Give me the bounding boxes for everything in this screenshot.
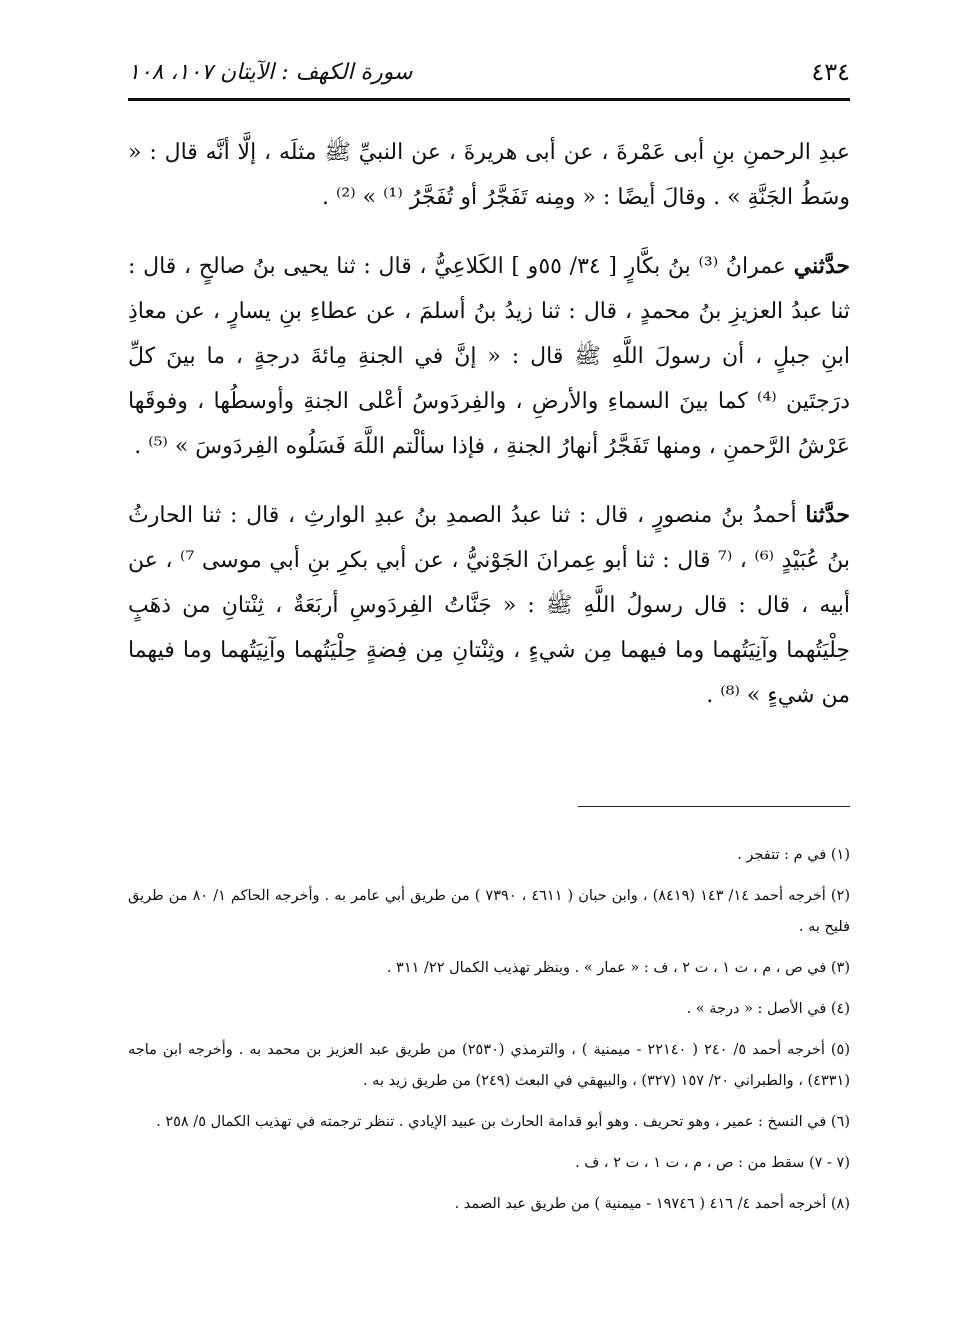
footnote-8: (٨) أخرجه أحمد ٤/ ٤١٦ ( ١٩٧٤٦ - ميمنية ) من طريق عبد الصمد . bbox=[454, 1196, 850, 1212]
footnote-3: (٣) في ص ، م ، ت ١ ، ت ٢ ، ف : « عمار » . وينظر تهذيب الكمال ٢٢/ ٣١١ . bbox=[386, 960, 850, 976]
footnote-2: (٢) أخرجه أحمد ١٤/ ١٤٣ (٨٤١٩) ، وابن حبان ( ٤٦١١ ، ٧٣٩٠ ) من طريق أبي عامر به . وأخرجه الحاكم ١/ ٨٠ من طريق فليح به . bbox=[128, 888, 850, 935]
paragraph-2 bbox=[128, 244, 850, 469]
paragraph-text: عبدِ الرحمنِ بنِ أبى عَمْرةَ ، عن أبى هريرةَ ، عن النبيِّ ﷺ مثلَه ، إلَّا أنَّه قال : « وسَطُ الجَنَّةِ » . وقالَ أيضًا : « ومِنه تَفَجَّرُ أو تُفَجَّرُ ⁽¹⁾ » ⁽²⁾ . bbox=[128, 140, 850, 210]
footnotes bbox=[128, 840, 850, 1230]
footnote-6: (٦) في النسخ : عمير ، وهو تحريف . وهو أبو قدامة الحارث بن عبيد الإيادي . تنظر ترجمته في تهذيب الكمال ٥/ ٢٥٨ . bbox=[156, 1114, 850, 1130]
paragraph-3 bbox=[128, 493, 850, 718]
paragraph-text: عمرانُ ⁽³⁾ بنُ بكَّارٍ [ ٣٤/ ٥٥و ] الكَلاعِيُّ ، قال : ثنا يحيى بنُ صالحٍ ، قال : ثنا عبدُ العزيزِ بنُ محمدٍ ، قال : ثنا زيدُ بنُ أسلمَ ، عن عطاءِ بنِ يسارٍ ، عن معاذِ ابنِ جبلٍ ، أن رسولَ اللَّهِ ﷺ قال : « إنَّ في الجنةِ مِائةَ درجةٍ ، ما بينَ كلِّ درَجتَين ⁽⁴⁾ كما بينَ السماءِ والأرضِ ، والفِردَوسُ أعْلى الجنةِ وأوسطُها ، وفوقَها عَرْشُ الرَّحمنِ ، ومنها تَفَجَّرُ أنهارُ الجنةِ ، فإذا سألْتم اللَّهَ فَسَلُوه الفِردَوسَ » ⁽⁵⁾ . bbox=[128, 254, 850, 459]
footnote-1: (١) في م : تتفجر . bbox=[737, 847, 850, 863]
running-title: سورة الكهف : الآيتان ١٠٧، ١٠٨ bbox=[128, 59, 413, 85]
main-text bbox=[128, 130, 850, 742]
paragraph-text: أحمدُ بنُ منصورٍ ، قال : ثنا عبدُ الصمدِ بنُ عبدِ الوارثِ ، قال : ثنا الحارثُ بنُ عُبَيْدٍ ⁽⁶⁾ ، ⁽⁷ قال : ثنا أبو عِمرانَ الجَوْنيُّ ، عن أبي بكرِ بنِ أبي موسى ⁷⁾ ، عن أبيه ، قال : قال رسولُ اللَّهِ ﷺ : « جَنَّاتُ الفِردَوسِ أربَعَةٌ ، ثِنْتانِ من ذهَبٍ حِلْيَتُهما وآنِيَتُهما وما فيهما مِن شيءٍ ، وثِنْتانِ مِن فِضةٍ حِلْيَتُهما وآنِيَتُهما وما فيهما من شيءٍ » ⁽⁸⁾ . bbox=[128, 503, 850, 708]
paragraph-lead: حدَّثني bbox=[793, 253, 850, 279]
page-header bbox=[128, 52, 850, 92]
footnote-4: (٤) في الأصل : « درجة » . bbox=[686, 1001, 850, 1017]
paragraph-1 bbox=[128, 130, 850, 220]
paragraph-lead: حدَّثنا bbox=[805, 502, 850, 528]
footnote-7: (٧ - ٧) سقط من : ص ، م ، ت ١ ، ت ٢ ، ف . bbox=[575, 1155, 850, 1171]
header-rule bbox=[128, 98, 850, 101]
page-number: ٤٣٤ bbox=[811, 58, 850, 86]
footnote-5: (٥) أخرجه أحمد ٥/ ٢٤٠ ( ٢٢١٤٠ - ميمنية ) ، والترمذي (٢٥٣٠) من طريق عبد العزيز بن محمد به . وأخرجه ابن ماجه (٤٣٣١) ، والطبراني ٢٠/ ١٥٧ (٣٢٧) ، والبيهقي في البعث (٢٤٩) من طريق زيد به . bbox=[128, 1042, 851, 1089]
footnote-separator bbox=[578, 806, 850, 807]
